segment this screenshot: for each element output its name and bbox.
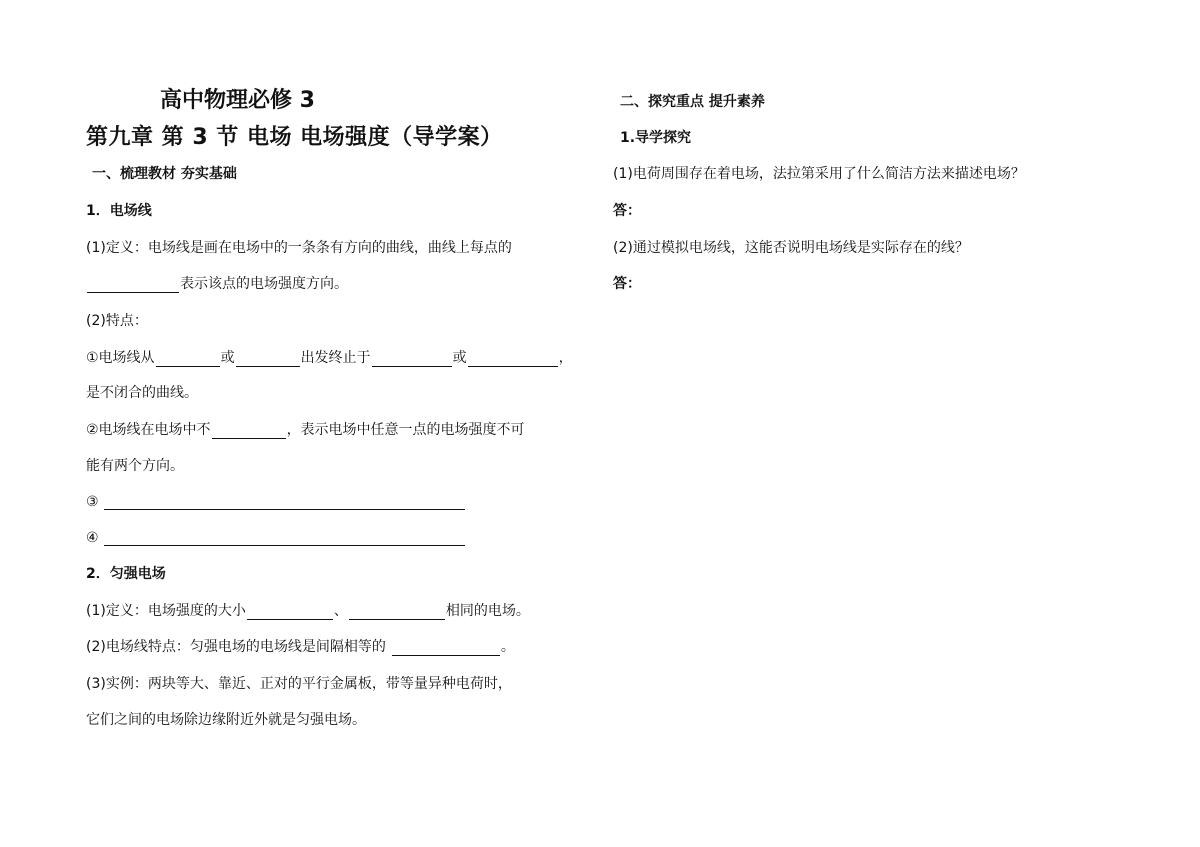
uniform-definition (86, 602, 530, 620)
feature-1-text-c: 出发终止于 (300, 350, 371, 366)
feature-1-line2: 是不闭合的曲线。 (86, 385, 198, 401)
uniform-definition-text-b: 、 (333, 603, 348, 619)
section-heading-2: 二、探究重点 提升素养 (620, 94, 765, 110)
feature-1-text-b: 或 (220, 350, 235, 366)
blank-feature-4-line[interactable] (104, 545, 465, 546)
definition-line1: (1)定义：电场线是画在电场中的一条条有方向的曲线，曲线上每点的 (86, 240, 512, 256)
subheading-guided-inquiry: 1.导学探究 (620, 130, 692, 146)
blank-end-2[interactable] (468, 352, 558, 367)
document-title-line1: 高中物理必修 3 (160, 88, 315, 113)
uniform-definition-text-c: 相同的电场。 (445, 603, 530, 619)
blank-origin-1[interactable] (156, 352, 220, 367)
question-1: (1)电荷周围存在着电场，法拉第采用了什么简洁方法来描述电场？ (613, 166, 1025, 182)
definition-line2-text: 表示该点的电场强度方向。 (180, 276, 348, 292)
feature-2-text-b: ，表示电场中任意一点的电场强度不可 (286, 422, 525, 438)
document-title-line2: 第九章 第 3 节 电场 电场强度（导学案） (86, 125, 503, 150)
answer-2-label: 答： (613, 276, 641, 292)
blank-magnitude[interactable] (247, 605, 333, 620)
feature-2-line1 (86, 421, 525, 439)
blank-intersect[interactable] (212, 424, 286, 439)
blank-feature-3-line[interactable] (104, 509, 465, 510)
blank-end-1[interactable] (372, 352, 452, 367)
blank-direction[interactable] (87, 278, 179, 293)
blank-origin-2[interactable] (236, 352, 300, 367)
feature-1-text-a: ①电场线从 (86, 350, 155, 366)
uniform-line-feature-text-b: 。 (500, 639, 515, 655)
uniform-line-feature (86, 638, 515, 656)
feature-2-text-a: ②电场线在电场中不 (86, 422, 211, 438)
blank-parallel-lines[interactable] (392, 641, 500, 656)
feature-label: (2)特点： (86, 313, 148, 329)
feature-4: ④ (86, 530, 99, 546)
feature-2-line2: 能有两个方向。 (86, 458, 184, 474)
question-2: (2)通过模拟电场线，这能否说明电场线是实际存在的线？ (613, 240, 969, 256)
feature-1-line1 (86, 349, 573, 367)
uniform-example-line2: 它们之间的电场除边缘附近外就是匀强电场。 (86, 712, 366, 728)
blank-direction-uniform[interactable] (349, 605, 445, 620)
feature-1-text-e: ， (558, 350, 573, 366)
uniform-example-line1: (3)实例：两块等大、靠近、正对的平行金属板，带等量异种电荷时， (86, 676, 512, 692)
subheading-field-lines: 1．电场线 (86, 203, 152, 219)
subheading-uniform-field: 2．匀强电场 (86, 566, 166, 582)
uniform-line-feature-text-a: (2)电场线特点：匀强电场的电场线是间隔相等的 (86, 639, 386, 655)
section-heading-1: 一、梳理教材 夯实基础 (92, 166, 237, 182)
answer-1-label: 答： (613, 203, 641, 219)
feature-1-text-d: 或 (452, 350, 467, 366)
definition-line2 (86, 275, 348, 293)
uniform-definition-text-a: (1)定义：电场强度的大小 (86, 603, 246, 619)
feature-3: ③ (86, 494, 99, 510)
